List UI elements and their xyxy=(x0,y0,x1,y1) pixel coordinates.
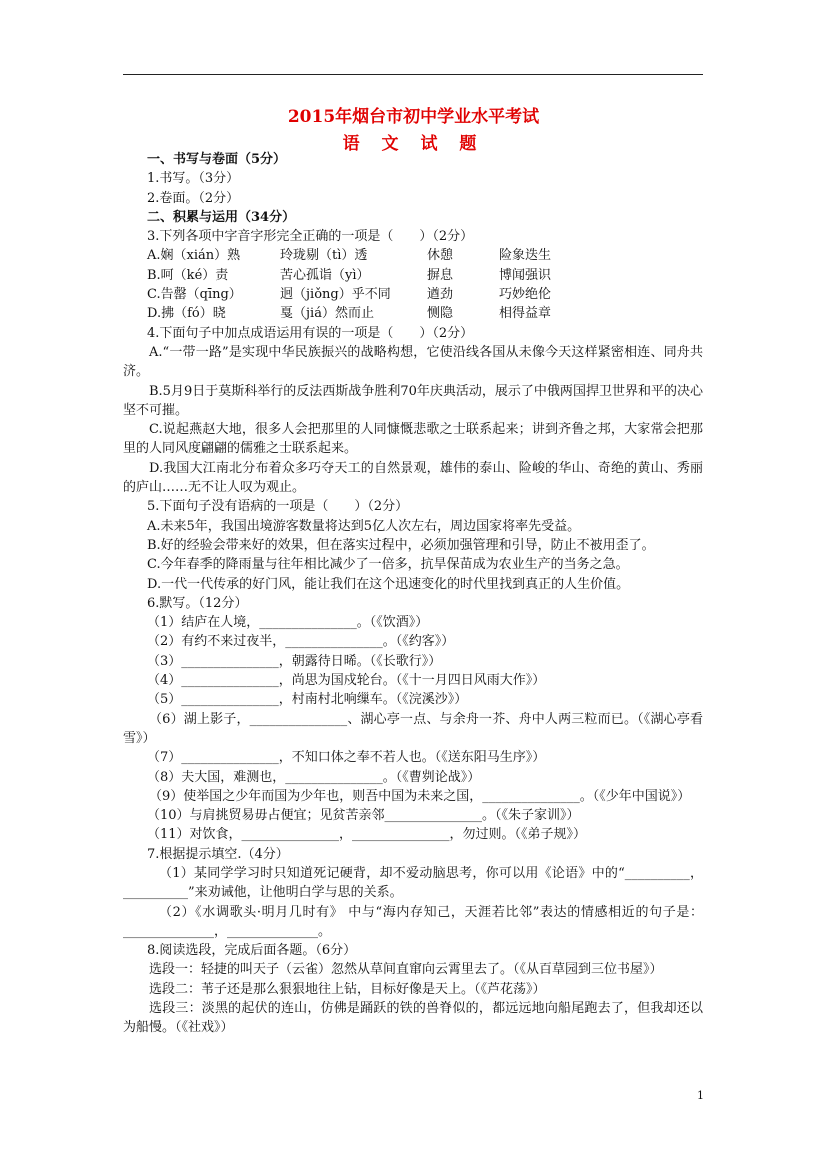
exam-title: 2015年烟台市初中学业水平考试 xyxy=(287,107,540,127)
exam-content xyxy=(123,150,703,1038)
option-row xyxy=(147,246,703,265)
dictation-line: （2）有约不来过夜半，_______________。（《约客》） xyxy=(147,634,455,650)
option-cell: 险象迭生 xyxy=(499,248,552,264)
option-cell: A.娴（xián）熟 xyxy=(147,248,241,264)
option-paragraph: C.说起燕赵大地，很多人会把那里的人同慷慨悲歌之士联系起来；讲到齐鲁之邦，大家常会把那里的人同风度翩翩的儒雅之士联系起来。 xyxy=(123,422,703,457)
option-paragraph: B.5月9日于莫斯科举行的反法西斯战争胜利70年庆典活动，展示了中俄两国捍卫世界和平的决心坚不可摧。 xyxy=(123,383,703,418)
question-item: 1.书写。（3分） xyxy=(147,171,240,187)
dictation-line: （5）_______________，村南村北响缫车。（《浣溪沙》） xyxy=(147,692,468,708)
option-line: A.未来5年，我国出境游客数量将达到5亿人次左右，周边国家将率先受益。 xyxy=(147,518,581,534)
option-cell: 遒劲 xyxy=(427,287,454,303)
dictation-line: （9）使举国之少年而国为少年也，则吾中国为未来之国，_______________。（《少年中国说》） xyxy=(149,788,691,804)
question-stem: 5.下面句子没有语病的一项是（ ）（2分） xyxy=(147,499,409,515)
question-stem: 7.根据提示填空.（4分） xyxy=(147,846,289,862)
option-cell: 巧妙绝伦 xyxy=(499,287,552,303)
option-cell: 戛（jiá）然而止 xyxy=(280,306,374,322)
option-cell: C.告罄（qīng） xyxy=(147,287,242,303)
fill-paragraph: （1）某同学学习时只知道死记硬背，却不爱动脑思考，你可以用《论语》中的“__________，__________”来劝诫他，让他明白学与思的关系。 xyxy=(123,865,703,901)
question-item: 2.卷面。（2分） xyxy=(147,190,240,206)
option-cell: 摒息 xyxy=(427,267,454,283)
option-line: C.今年春季的降雨量与往年相比减少了一倍多，抗旱保苗成为农业生产的当务之急。 xyxy=(147,557,629,573)
page-number: 1 xyxy=(697,1089,704,1102)
question-stem: 3.下列各项中字音字形完全正确的一项是（ ）（2分） xyxy=(147,229,474,245)
option-cell: B.呵（ké）责 xyxy=(147,267,229,283)
question-stem: 6.默写。（12分） xyxy=(147,595,248,611)
header-rule xyxy=(123,74,703,75)
section-heading: 一、书写与卷面（5分） xyxy=(147,152,287,167)
question-stem: 8.阅读选段，完成后面各题。（6分） xyxy=(147,943,357,959)
section-heading: 二、积累与运用（34分） xyxy=(147,209,296,225)
option-cell: 相得益章 xyxy=(499,306,552,322)
dictation-line: （8）夫大国，难测也，_______________。（《曹刿论战》） xyxy=(147,769,481,785)
option-cell: 苦心孤诣（yì） xyxy=(280,267,370,283)
dictation-line: （6）湖上影子，_______________、湖心亭一点、与余舟一芥、舟中人两三粒而已。（《湖心亭看雪》） xyxy=(123,711,703,746)
excerpt: 选段一：轻捷的叫天子（云雀）忽然从草间直窜向云霄里去了。（《从百草园到三位书屋》） xyxy=(149,962,663,978)
option-row xyxy=(147,266,703,285)
dictation-line: （3）_______________，朝露待日晞。（《长歌行》） xyxy=(147,653,442,669)
dictation-line: （4）_______________，尚思为国戍轮台。（《十一月四日风雨大作》） xyxy=(147,673,546,689)
option-row xyxy=(147,285,703,304)
option-cell: 恻隐 xyxy=(427,306,454,322)
dictation-line: （10）与肩挑贸易毋占便宜；见贫苦亲邻_______________。（《朱子家训》） xyxy=(147,808,580,824)
option-cell: 玲珑剔（tì）透 xyxy=(280,248,368,264)
fill-paragraph: （2）《水调歌头·明月几时有》 中与“海内存知己，天涯若比邻”表达的情感相近的句子是：______________，______________。 xyxy=(123,904,703,939)
excerpt: 选段二：苇子还是那么狠狠地往上钻，目标好像是天上。（《芦花荡》） xyxy=(149,981,546,997)
option-cell: 休憩 xyxy=(427,248,454,264)
excerpt: 选段三：淡黑的起伏的连山，仿佛是踊跃的铁的兽脊似的，都远远地向船尾跑去了，但我却还以为船慢。（《社戏》） xyxy=(123,1001,703,1036)
option-cell: 博闻强识 xyxy=(499,267,552,283)
exam-subtitle: 语 文 试 题 xyxy=(342,134,485,154)
option-cell: D.拂（fó）晓 xyxy=(147,306,226,322)
option-row xyxy=(147,304,703,323)
dictation-line: （7）_______________，不知口体之奉不若人也。（《送东阳马生序》） xyxy=(147,750,546,766)
dictation-line: （1）结庐在人境，_______________。（《饮酒》） xyxy=(147,615,429,631)
option-cell: 迥（jiǒng）乎不同 xyxy=(280,287,391,303)
dictation-line: （11）对饮食，_______________，_______________，勿过则。（《弟子规》） xyxy=(147,827,587,843)
question-stem: 4.下面句子中加点成语运用有误的一项是（ ）（2分） xyxy=(147,325,474,341)
option-paragraph: A.“一带一路”是实现中华民族振兴的战略构想，它使沿线各国从未像今天这样紧密相连、同舟共济。 xyxy=(123,344,703,380)
option-line: D.一代一代传承的好门风，能让我们在这个迅速变化的时代里找到真正的人生价值。 xyxy=(147,576,630,592)
option-line: B.好的经验会带来好的效果，但在落实过程中，必须加强管理和引导，防止不被用歪了。 xyxy=(147,537,655,553)
option-paragraph: D.我国大江南北分布着众多巧夺天工的自然景观，雄伟的泰山、险峻的华山、奇绝的黄山、秀丽的庐山……无不让人叹为观止。 xyxy=(123,460,703,496)
